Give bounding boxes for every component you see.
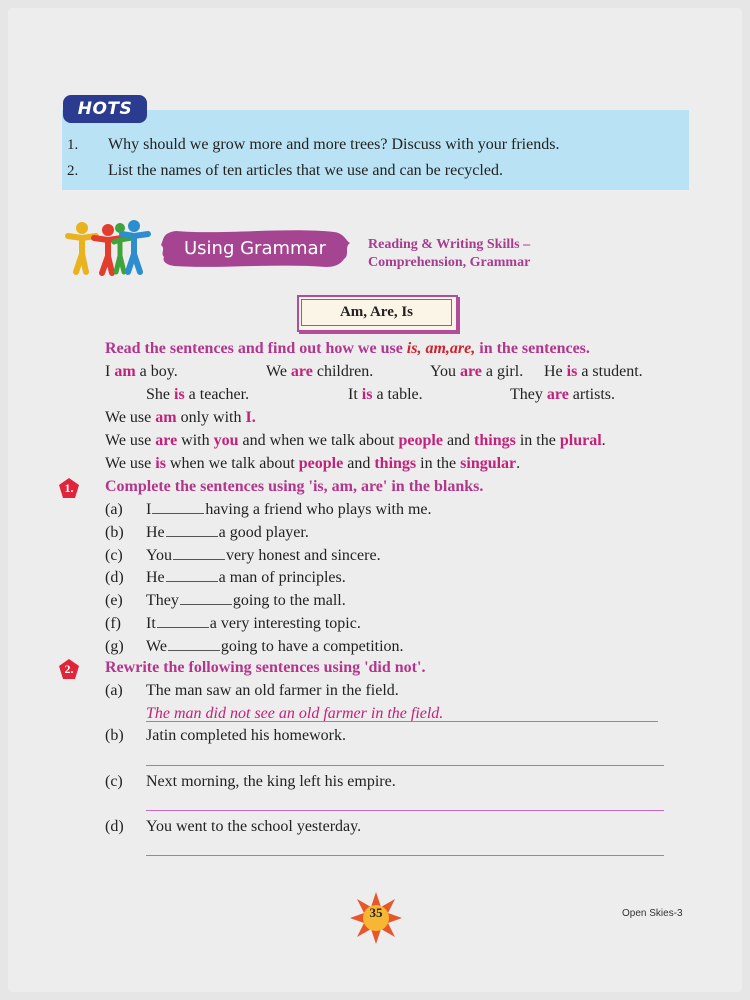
example-text: I bbox=[105, 363, 115, 380]
ex1-item-label: (g) bbox=[105, 638, 124, 655]
ex1-item-label: (f) bbox=[105, 615, 121, 632]
ex1-item-label: (b) bbox=[105, 524, 124, 541]
ex1-item-label: (d) bbox=[105, 569, 124, 586]
example-text: You bbox=[430, 363, 460, 380]
rule-keyword: people bbox=[298, 455, 344, 472]
ex1-item-sentence bbox=[146, 547, 381, 565]
ex2-label-c: (c) bbox=[105, 773, 123, 790]
ex2-sentence-d: You went to the school yesterday. bbox=[146, 818, 362, 835]
ex1-blank-field[interactable] bbox=[166, 569, 218, 582]
ex1-item-sentence bbox=[146, 524, 309, 542]
example-7 bbox=[510, 386, 615, 404]
example-text: We bbox=[266, 363, 291, 380]
rule-keyword: are bbox=[155, 432, 178, 449]
example-verb: am bbox=[114, 363, 136, 380]
ex1-blank-field[interactable] bbox=[168, 638, 220, 651]
rule-keyword: things bbox=[374, 455, 417, 472]
example-text: children. bbox=[312, 363, 374, 380]
hots-q2-text: List the names of ten articles that we use and can be recycled. bbox=[108, 162, 503, 179]
rule-text: with bbox=[177, 432, 214, 449]
ex1-item-predicate: having a friend who plays with me. bbox=[205, 501, 432, 518]
rule-text: only with bbox=[176, 409, 246, 426]
instruction-tail: in the sentences. bbox=[475, 340, 590, 357]
example-text: a teacher. bbox=[184, 386, 250, 403]
ex2-answer-line-b bbox=[146, 765, 664, 766]
rule-text: We use bbox=[105, 432, 156, 449]
rule-keyword: I. bbox=[245, 409, 256, 426]
ex2-answer-line-c bbox=[146, 810, 664, 811]
rule-keyword: singular bbox=[460, 455, 517, 472]
example-text: They bbox=[510, 386, 547, 403]
ex1-blank-field[interactable] bbox=[157, 615, 209, 628]
rule-keyword: things bbox=[474, 432, 516, 449]
example-5 bbox=[146, 386, 249, 404]
ex1-item-sentence bbox=[146, 569, 346, 587]
hots-q1-num: 1. bbox=[67, 137, 79, 153]
ex1-item-subject: It bbox=[146, 615, 156, 632]
ex2-sentence-b: Jatin completed his homework. bbox=[146, 727, 346, 744]
example-2 bbox=[266, 363, 373, 381]
ex1-item-label: (c) bbox=[105, 547, 123, 564]
instruction-line bbox=[105, 340, 590, 358]
ex2-sentence-c: Next morning, the king left his empire. bbox=[146, 773, 396, 790]
example-text: a student. bbox=[577, 363, 643, 380]
ex1-item-label: (a) bbox=[105, 501, 123, 518]
rule-text: and when we talk about bbox=[238, 432, 399, 449]
ex2-answer-line-a bbox=[146, 721, 658, 722]
ex1-item-subject: We bbox=[146, 638, 167, 655]
rule-text: We use bbox=[105, 455, 156, 472]
example-6 bbox=[348, 386, 423, 404]
ex1-item-predicate: going to the mall. bbox=[232, 592, 346, 609]
rule-text: We use bbox=[105, 409, 156, 426]
ex1-item-sentence bbox=[146, 592, 346, 610]
ex1-item-subject: He bbox=[146, 524, 165, 541]
topic-title: Am, Are, Is bbox=[301, 299, 452, 326]
children-group-icon bbox=[62, 218, 152, 276]
ex2-answer-a: The man did not see an old farmer in the field. bbox=[146, 705, 444, 722]
ex1-item-predicate: a very interesting topic. bbox=[209, 615, 361, 632]
ex1-blank-field[interactable] bbox=[180, 592, 232, 605]
ex2-answer-line-d bbox=[146, 855, 664, 856]
example-text: a boy. bbox=[135, 363, 178, 380]
rule-keyword: am bbox=[155, 409, 177, 426]
rule-keyword: people bbox=[398, 432, 443, 449]
rule-text: . bbox=[601, 432, 606, 449]
example-verb: is bbox=[174, 386, 185, 403]
ex1-item-predicate: a man of principles. bbox=[218, 569, 346, 586]
ex1-item-subject: He bbox=[146, 569, 165, 586]
rule-keyword: is bbox=[155, 455, 166, 472]
ex1-item-predicate: going to have a competition. bbox=[220, 638, 404, 655]
rule-keyword: you bbox=[213, 432, 239, 449]
exercise-2-number: 2. bbox=[64, 662, 74, 676]
example-text: a table. bbox=[372, 386, 423, 403]
exercise-2-title: Rewrite the following sentences using 'did not'. bbox=[105, 659, 426, 676]
page-number: 35 bbox=[369, 905, 383, 920]
rule-3 bbox=[105, 455, 520, 473]
rule-2 bbox=[105, 432, 606, 450]
rule-text: when we talk about bbox=[165, 455, 299, 472]
exercise-1-title: Complete the sentences using 'is, am, are' in the blanks. bbox=[105, 478, 484, 495]
rule-text: . bbox=[516, 455, 521, 472]
exercise-1-number: 1. bbox=[64, 481, 74, 495]
instruction-words: is, am,are, bbox=[406, 340, 476, 357]
example-text: She bbox=[146, 386, 174, 403]
example-4 bbox=[544, 363, 643, 381]
skills-line-1: Reading & Writing Skills – bbox=[368, 237, 531, 252]
ex1-item-sentence bbox=[146, 638, 404, 656]
example-verb: is bbox=[361, 386, 373, 403]
ex2-label-b: (b) bbox=[105, 727, 124, 744]
hots-q2-num: 2. bbox=[67, 163, 79, 179]
rule-keyword: plural bbox=[559, 432, 602, 449]
rule-text: in the bbox=[515, 432, 560, 449]
book-title: Open Skies-3 bbox=[622, 908, 683, 919]
hots-tag: HOTS bbox=[63, 95, 147, 123]
hots-q1-text: Why should we grow more and more trees? Discuss with your friends. bbox=[108, 136, 560, 153]
example-1 bbox=[105, 363, 178, 381]
example-text: It bbox=[348, 386, 362, 403]
rule-text: and bbox=[343, 455, 375, 472]
instruction-main: Read the sentences and find out how we use bbox=[105, 340, 407, 357]
ex2-label-a: (a) bbox=[105, 682, 123, 699]
example-text: He bbox=[544, 363, 567, 380]
ex1-item-predicate: very honest and sincere. bbox=[225, 547, 381, 564]
example-text: a girl. bbox=[481, 363, 524, 380]
ex2-label-d: (d) bbox=[105, 818, 124, 835]
example-verb: are bbox=[459, 363, 482, 380]
ex1-item-subject: You bbox=[146, 547, 172, 564]
rule-1 bbox=[105, 409, 256, 427]
ex1-item-sentence bbox=[146, 615, 361, 633]
ex1-item-label: (e) bbox=[105, 592, 123, 609]
ex1-item-sentence bbox=[146, 501, 432, 519]
example-verb: are bbox=[290, 363, 313, 380]
ex1-blank-field[interactable] bbox=[166, 524, 218, 537]
example-verb: are bbox=[546, 386, 569, 403]
rule-text: and bbox=[442, 432, 475, 449]
ex1-item-subject: I bbox=[146, 501, 152, 518]
skills-line-2: Comprehension, Grammar bbox=[368, 255, 531, 270]
ex1-blank-field[interactable] bbox=[173, 547, 225, 560]
skills-subtitle bbox=[368, 236, 530, 272]
example-verb: is bbox=[566, 363, 578, 380]
example-3 bbox=[430, 363, 523, 381]
ex1-item-predicate: a good player. bbox=[218, 524, 309, 541]
rule-text: in the bbox=[416, 455, 461, 472]
using-grammar-title: Using Grammar bbox=[184, 238, 326, 259]
example-text: artists. bbox=[568, 386, 616, 403]
ex2-sentence-a: The man saw an old farmer in the field. bbox=[146, 682, 399, 699]
ex1-item-subject: They bbox=[146, 592, 179, 609]
ex1-blank-field[interactable] bbox=[152, 501, 204, 514]
